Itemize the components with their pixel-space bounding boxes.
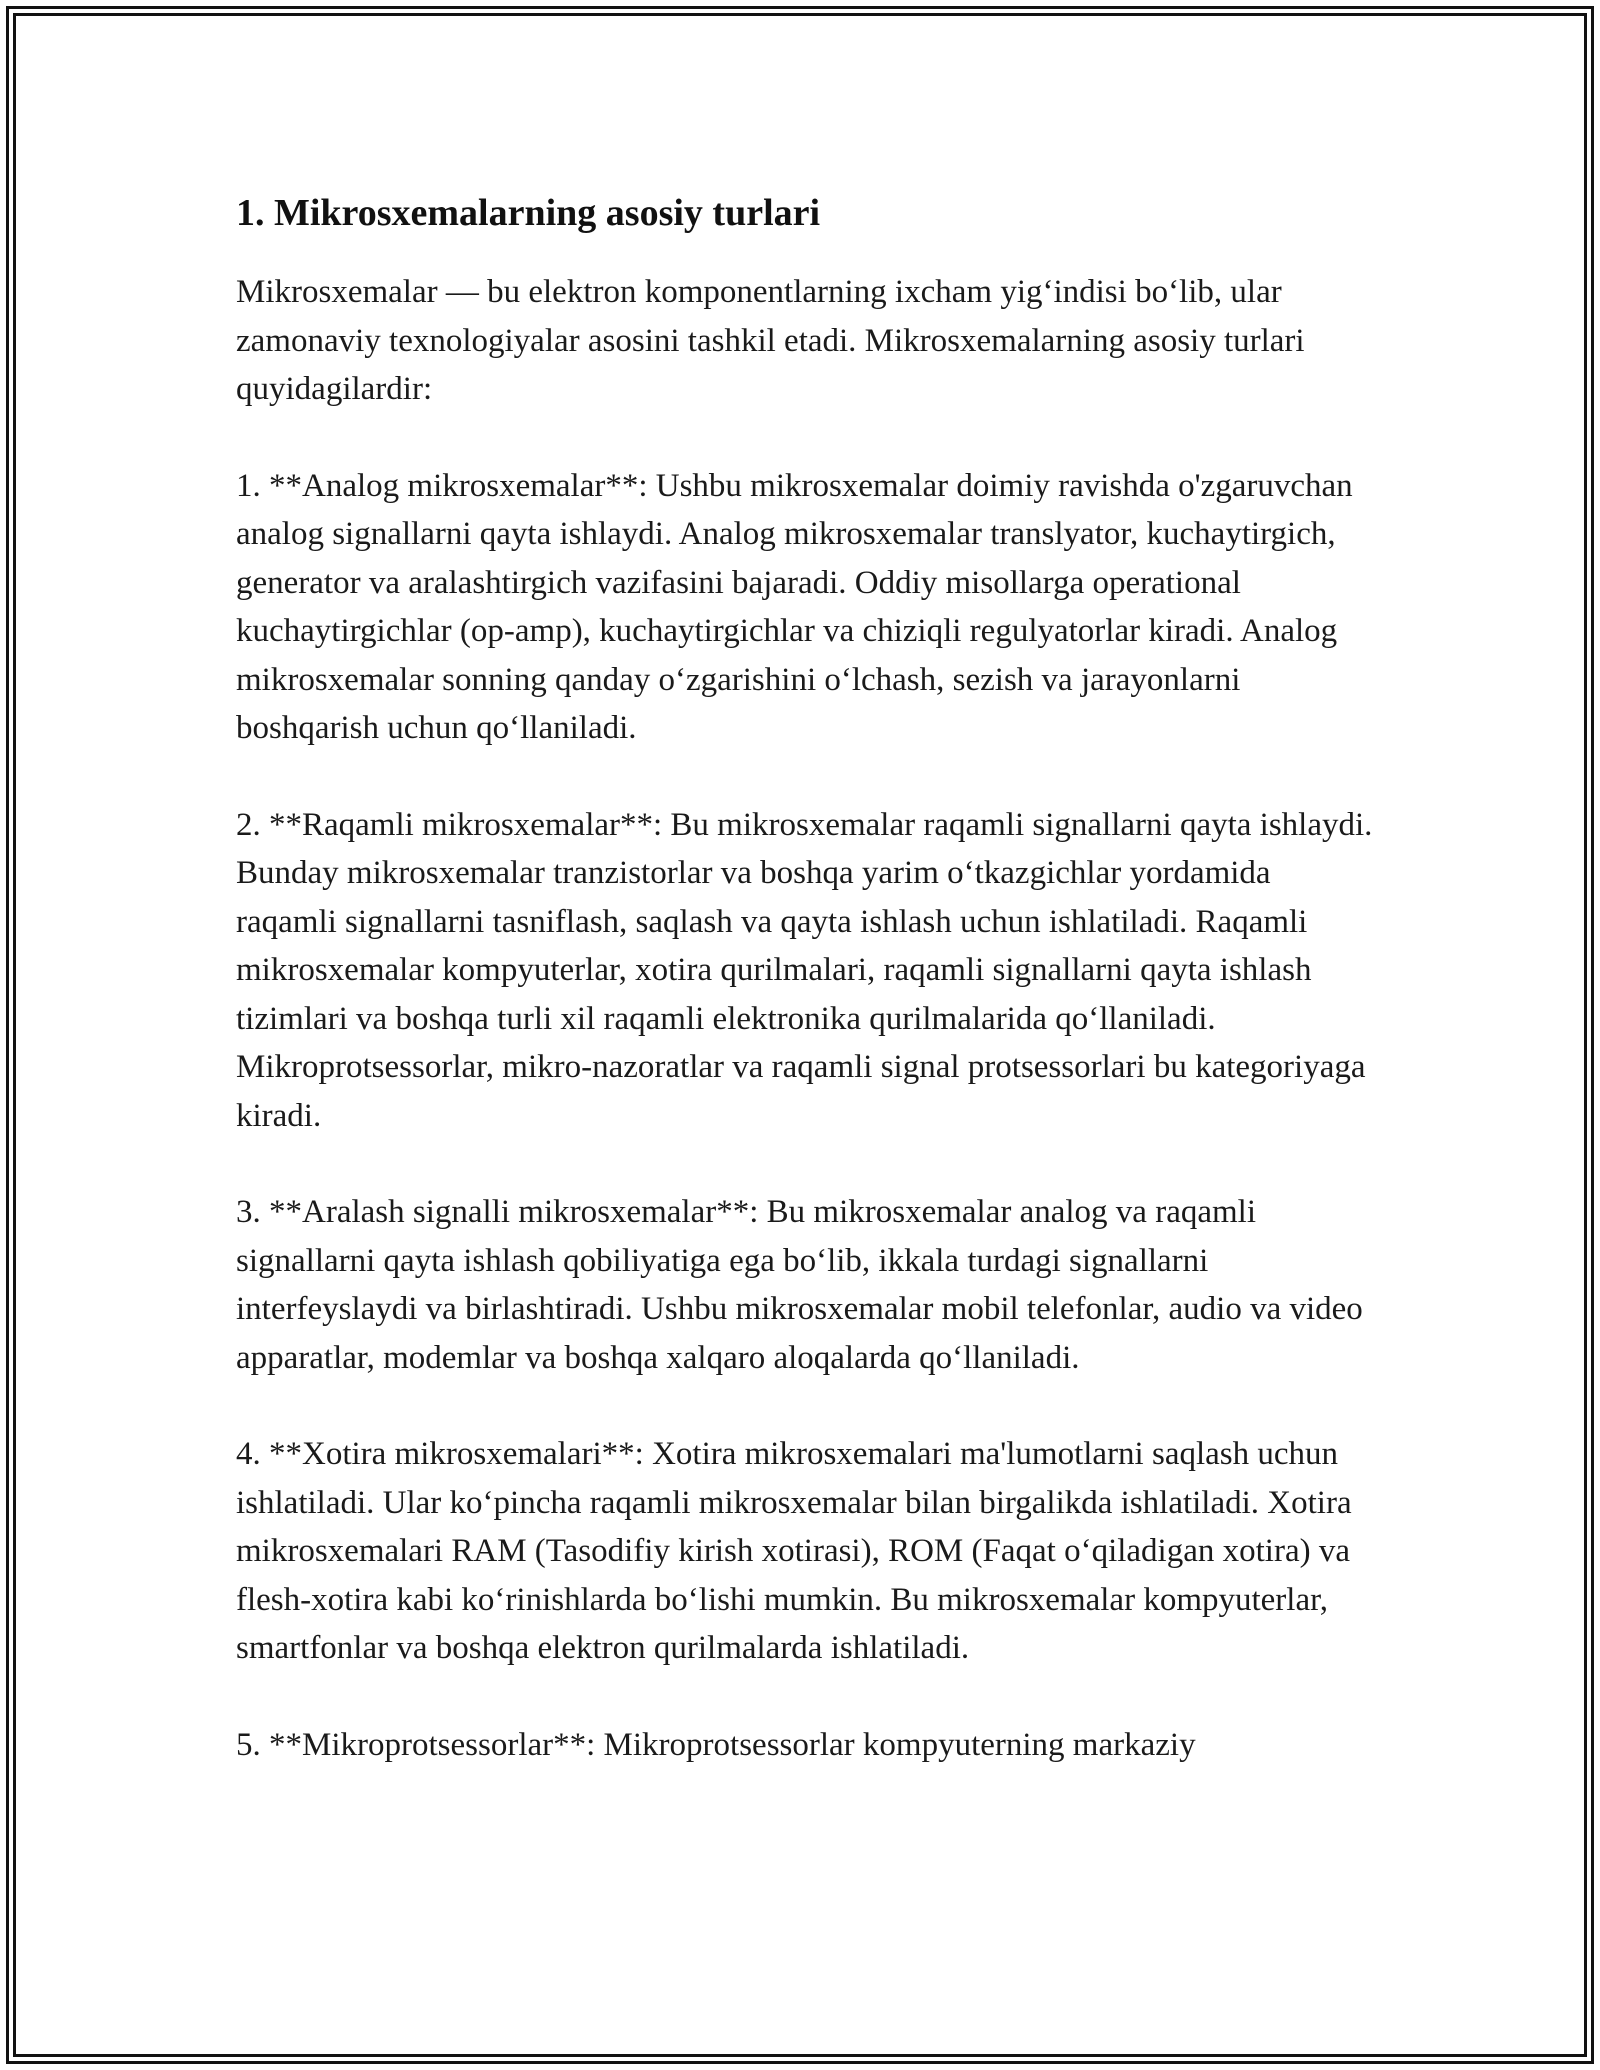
intro-paragraph: Mikrosxemalar — bu elektron komponentlarning ixcham yig‘indisi bo‘lib, ular zamonaviy texnologiyalar asosini tashkil etadi. Mikrosxemalarning asosiy turlari quyidagilardir: xyxy=(236,274,1305,407)
mixed-signal-paragraph: 3. **Aralash signalli mikrosxemalar**: Bu mikrosxemalar analog va raqamli signallarni qayta ishlash qobiliyatiga ega bo‘lib, ikkala turdagi signallarni interfeyslaydi va birlashtiradi. Ushbu mikrosxemalar mobil telefonlar, audio va video apparatlar, modemlar va boshqa xalqaro aloqalarda qo‘llaniladi. xyxy=(236,1194,1363,1376)
microprocessor-paragraph: 5. **Mikroprotsessorlar**: Mikroprotsessorlar kompyuterning markaziy xyxy=(236,1726,1196,1763)
digital-paragraph: 2. **Raqamli mikrosxemalar**: Bu mikrosxemalar raqamli signallarni qayta ishlaydi. Bunday mikrosxemalar tranzistorlar va boshqa yarim o‘tkazgichlar yordamida raqamli signallarni tasniflash, saqlash va qayta ishlash uchun ishlatiladi. Raqamli mikrosxemalar kompyuterlar, xotira qurilmalari, raqamli signallarni qayta ishlash tizimlari va boshqa turli xil raqamli elektronika qurilmalarida qo‘llaniladi. Mikroprotsessorlar, mikro-nazoratlar va raqamli signal protsessorlari bu kategoriyaga kiradi. xyxy=(236,806,1373,1134)
memory-paragraph: 4. **Xotira mikrosxemalari**: Xotira mikrosxemalari ma'lumotlarni saqlash uchun ishlatiladi. Ular ko‘pincha raqamli mikrosxemalar bilan birgalikda ishlatiladi. Xotira mikrosxemalari RAM (Tasodifiy kirish xotirasi), ROM (Faqat o‘qiladigan xotira) va flesh-xotira kabi ko‘rinishlarda bo‘lishi mumkin. Bu mikrosxemalar kompyuterlar, smartfonlar va boshqa elektron qurilmalarda ishlatiladi. xyxy=(236,1436,1352,1666)
document-body xyxy=(236,186,1376,1817)
document-heading: 1. Mikrosxemalarning asosiy turlari xyxy=(236,192,821,234)
analog-paragraph: 1. **Analog mikrosxemalar**: Ushbu mikrosxemalar doimiy ravishda o'zgaruvchan analog signallarni qayta ishlaydi. Analog mikrosxemalar translyator, kuchaytirgich, generator va aralashtirgich vazifasini bajaradi. Oddiy misollarga operational kuchaytirgichlar (op-amp), kuchaytirgichlar va chiziqli regulyatorlar kiradi. Analog mikrosxemalar sonning qanday o‘zgarishini o‘lchash, sezish va jarayonlarni boshqarish uchun qo‘llaniladi. xyxy=(236,467,1353,746)
